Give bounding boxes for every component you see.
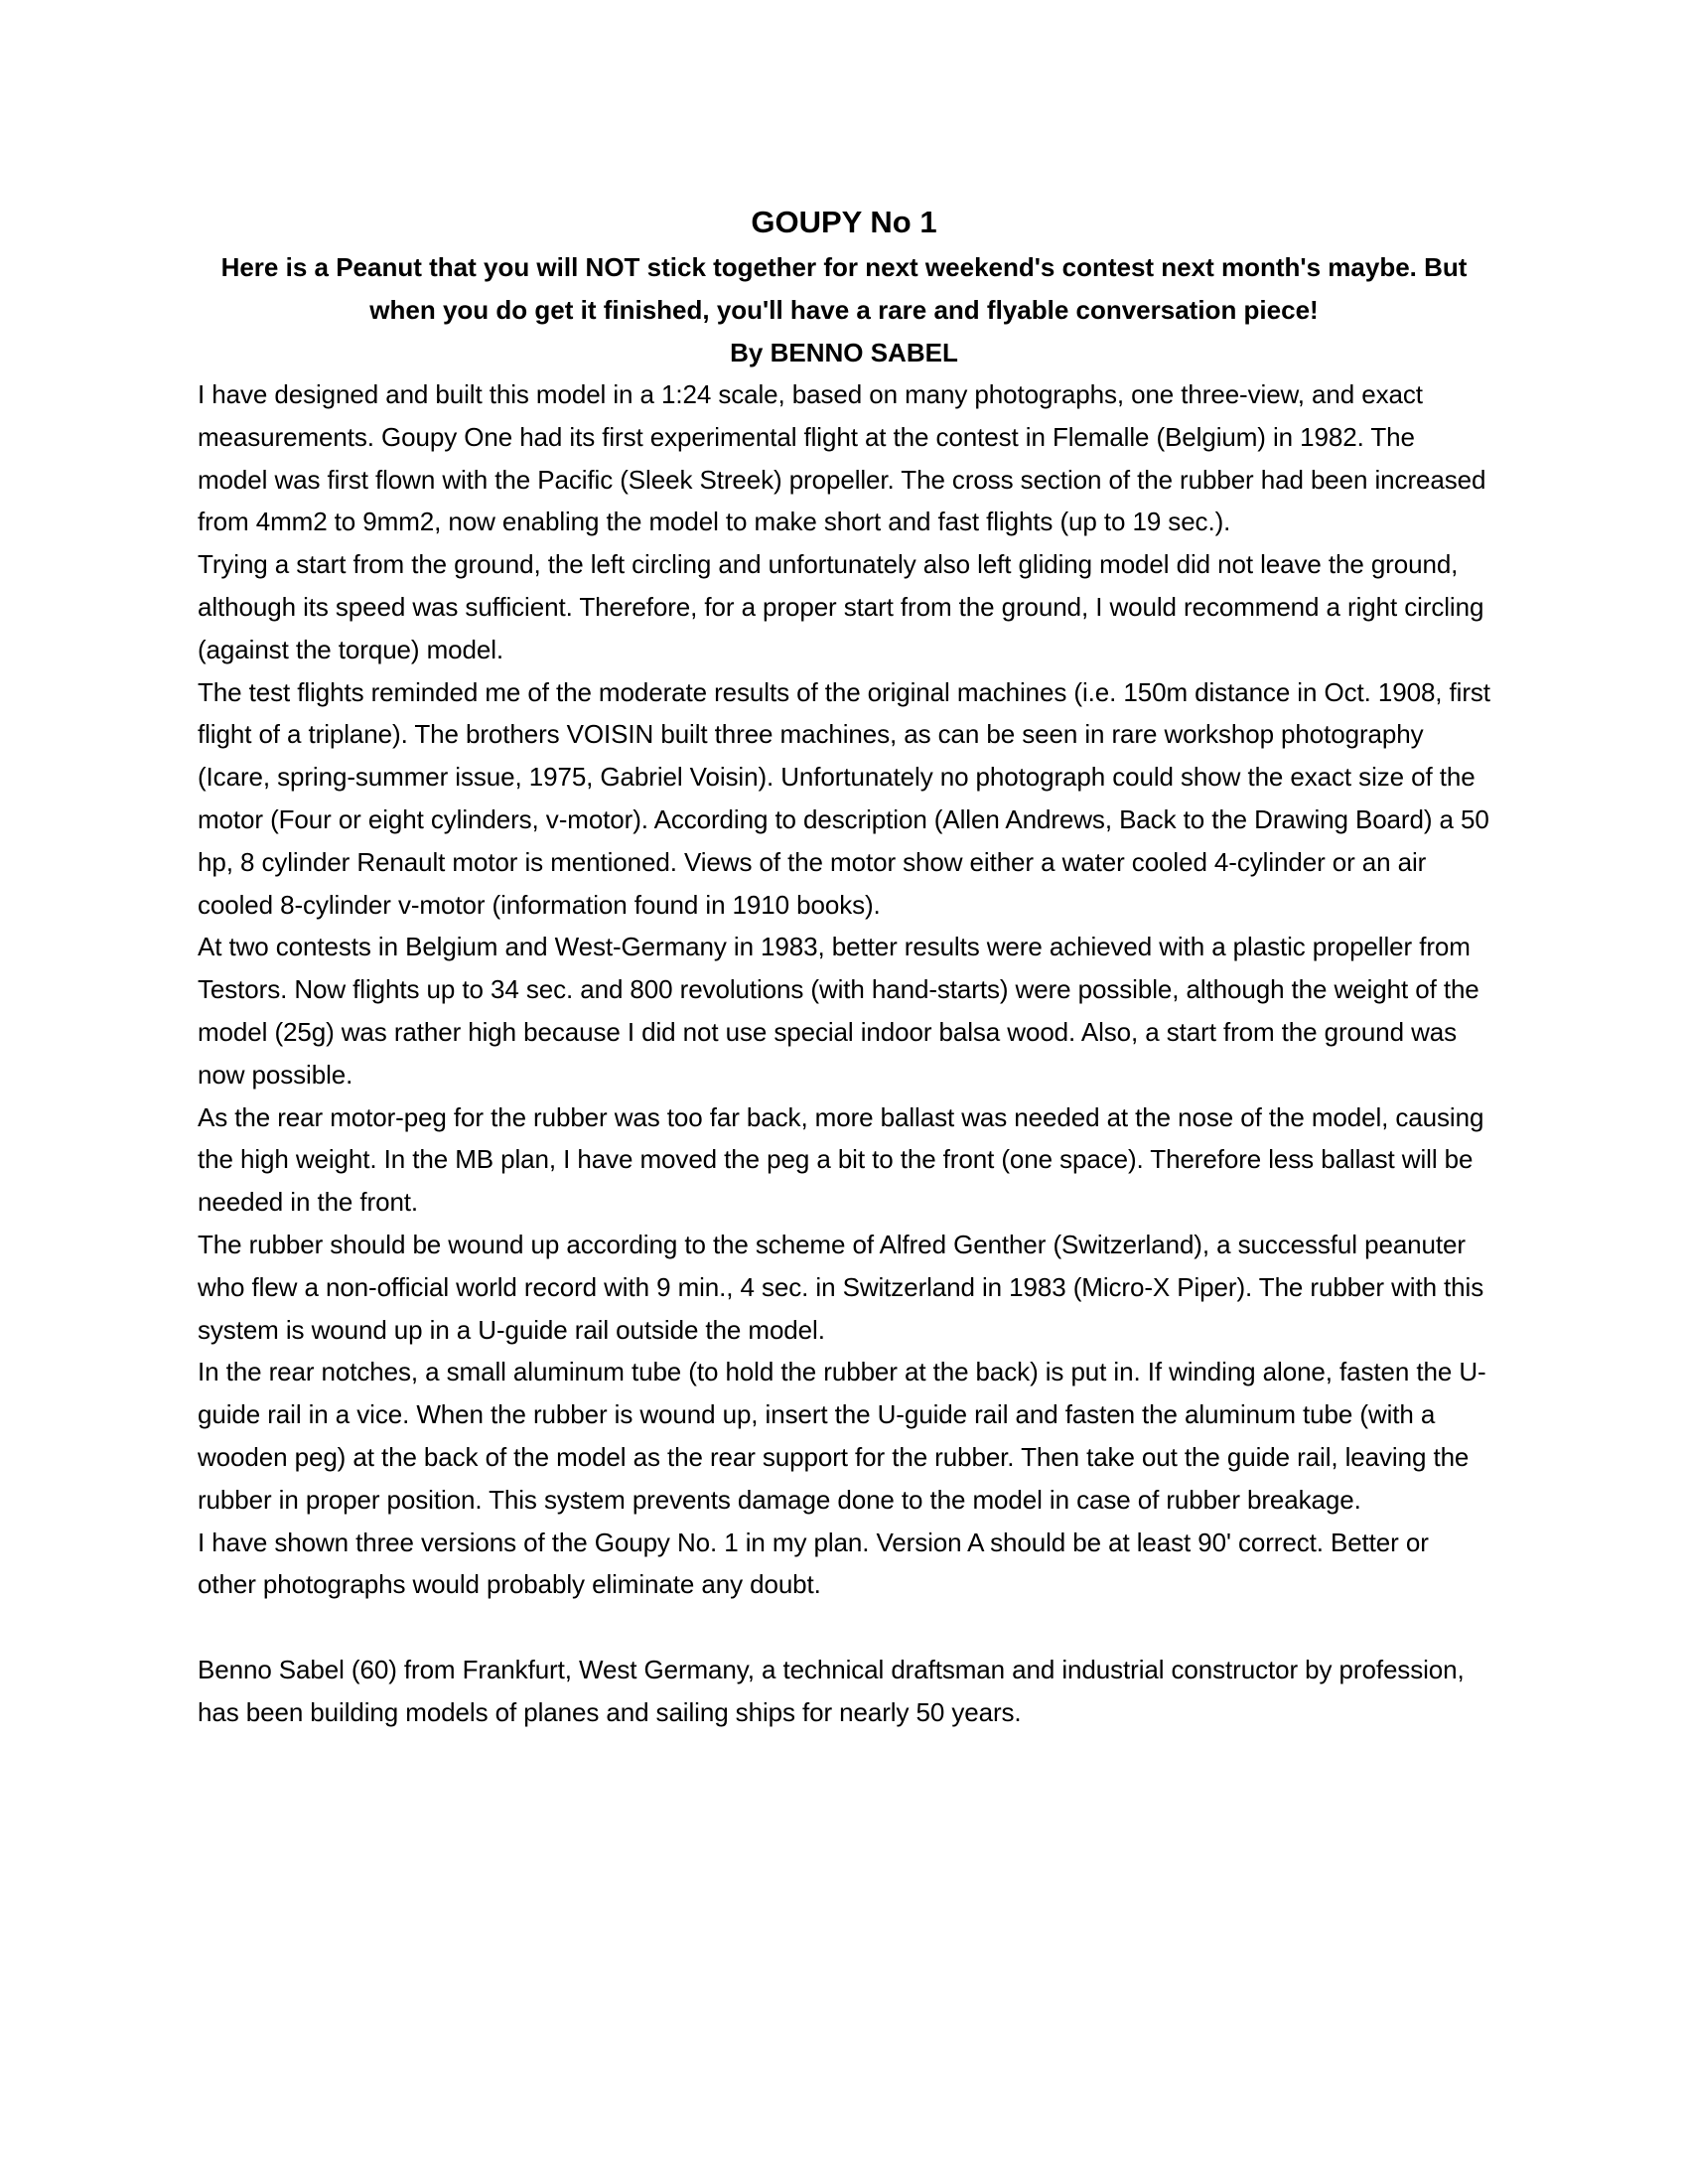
paragraph-spacer	[198, 1606, 1490, 1649]
paragraph-8: I have shown three versions of the Goupy No. 1 in my plan. Version A should be at least 90' correct. Better or other photographs would probably eliminate any doubt.	[198, 1527, 1429, 1600]
author-bio: Benno Sabel (60) from Frankfurt, West Germany, a technical draftsman and industrial constructor by profession, has been building models of planes and sailing ships for nearly 50 years.	[198, 1654, 1465, 1727]
article-subtitle: Here is a Peanut that you will NOT stick together for next weekend's contest next month's maybe. But when you do get it finished, you'll have a rare and flyable conversation piece!	[220, 252, 1468, 325]
article-byline: By BENNO SABEL	[730, 338, 958, 367]
article-title: GOUPY No 1	[751, 205, 937, 239]
paragraph-7: In the rear notches, a small aluminum tube (to hold the rubber at the back) is put in. If winding alone, fasten the U-guide rail in a vice. When the rubber is wound up, insert the U-guide rail and fasten the aluminum tube (with a wooden peg) at the back of the model as the rear support for the rubber. Then take out the guide rail, leaving the rubber in proper position. This system prevents damage done to the model in case of rubber breakage.	[198, 1357, 1486, 1515]
paragraph-3: The test flights reminded me of the moderate results of the original machines (i.e. 150m distance in Oct. 1908, first flight of a triplane). The brothers VOISIN built three machines, as can be seen in rare workshop photography (Icare, spring-summer issue, 1975, Gabriel Voisin). Unfortunately no photograph could show the exact size of the motor (Four or eight cylinders, v-motor). According to description (Allen Andrews, Back to the Drawing Board) a 50 hp, 8 cylinder Renault motor is mentioned. Views of the motor show either a water cooled 4-cylinder or an air cooled 8-cylinder v-motor (information found in 1910 books).	[198, 676, 1490, 920]
paragraph-4: At two contests in Belgium and West-Germany in 1983, better results were achieved with a plastic propeller from Testors. Now flights up to 34 sec. and 800 revolutions (with hand-starts) were possible, although the weight of the model (25g) was rather high because I did not use special indoor balsa wood. Also, a start from the ground was now possible.	[198, 932, 1479, 1090]
paragraph-2: Trying a start from the ground, the left circling and unfortunately also left gliding model did not leave the ground, although its speed was sufficient. Therefore, for a proper start from the ground, I would recommend a right circling (against the torque) model.	[198, 549, 1484, 664]
paragraph-5: As the rear motor-peg for the rubber was too far back, more ballast was needed at the nose of the model, causing the high weight. In the MB plan, I have moved the peg a bit to the front (one space). Therefore less ballast will be needed in the front.	[198, 1101, 1484, 1218]
article	[198, 199, 1490, 1734]
paragraph-1: I have designed and built this model in a 1:24 scale, based on many photographs, one three-view, and exact measurements. Goupy One had its first experimental flight at the contest in Flemalle (Belgium) in 1982. The model was first flown with the Pacific (Sleek Streek) propeller. The cross section of the rubber had been increased from 4mm2 to 9mm2, now enabling the model to make short and fast flights (up to 19 sec.).	[198, 379, 1486, 537]
paragraph-6: The rubber should be wound up according to the scheme of Alfred Genther (Switzerland), a successful peanuter who flew a non-official world record with 9 min., 4 sec. in Switzerland in 1983 (Micro-X Piper). The rubber with this system is wound up in a U-guide rail outside the model.	[198, 1229, 1484, 1345]
